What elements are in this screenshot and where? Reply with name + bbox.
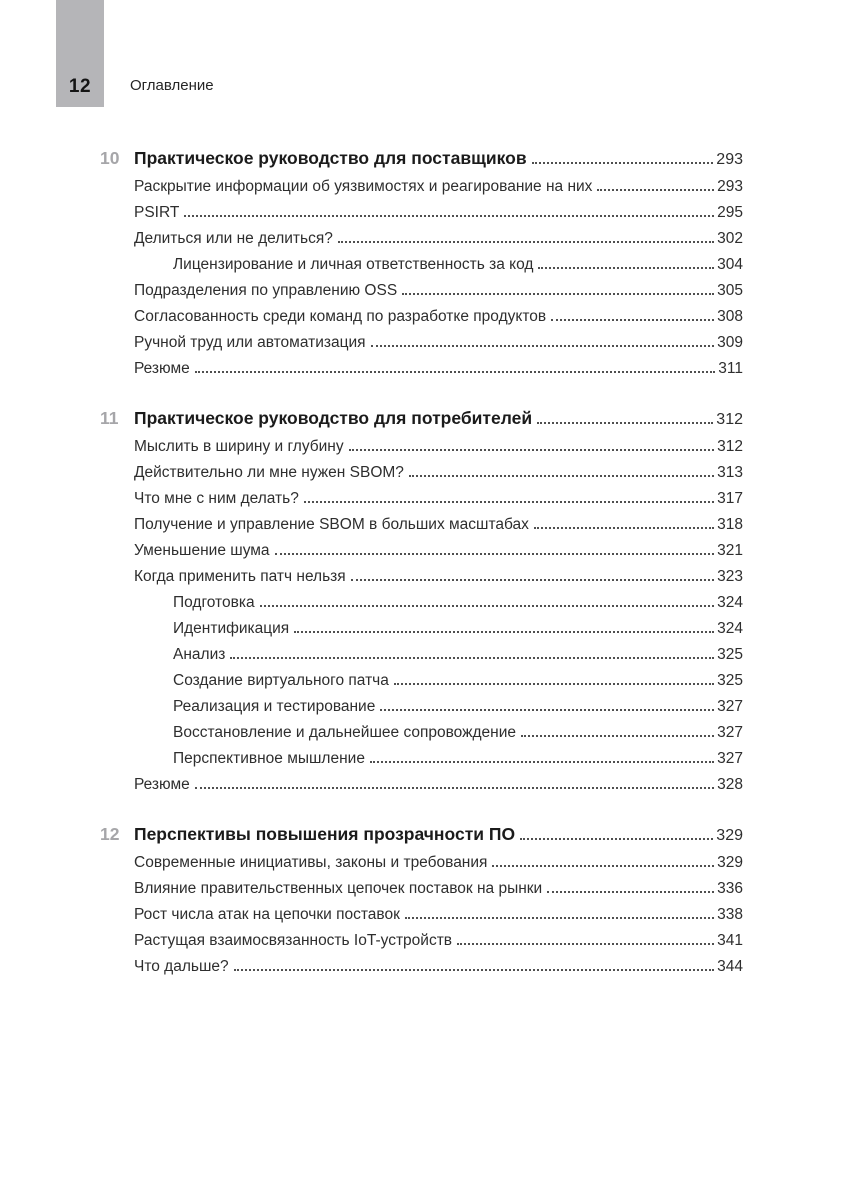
toc-page-number: 344: [717, 958, 743, 975]
toc-entry-title: PSIRT: [134, 204, 180, 221]
dot-leader: [338, 239, 714, 243]
toc-row: [100, 698, 743, 716]
toc-row: [100, 516, 743, 534]
toc-entry-title: Когда применить патч нельзя: [134, 568, 346, 585]
toc-row: [100, 776, 743, 794]
dot-leader: [230, 655, 714, 659]
toc-page-number: 325: [717, 672, 743, 689]
toc-row: [100, 724, 743, 742]
toc-entry-title: Восстановление и дальнейшее сопровождение: [173, 724, 516, 741]
toc-entry-title: Уменьшение шума: [134, 542, 270, 559]
toc-page-number: 312: [716, 411, 743, 428]
toc-page-number: 308: [717, 308, 743, 325]
toc-entry-title: Растущая взаимосвязанность IoT-устройств: [134, 932, 453, 949]
toc-row: [100, 334, 743, 352]
toc-page-number: 293: [716, 151, 743, 168]
dot-leader: [294, 629, 714, 633]
page-number-badge: [56, 0, 104, 107]
dot-leader: [547, 889, 714, 893]
toc-row: [100, 620, 743, 638]
dot-leader: [351, 577, 714, 581]
toc-page-number: 327: [717, 698, 743, 715]
dot-leader: [402, 291, 714, 295]
toc-page-number: 318: [717, 516, 743, 533]
toc-row: [100, 490, 743, 508]
toc-page-number: 302: [717, 230, 743, 247]
toc-page-number: 325: [717, 646, 743, 663]
dot-leader: [405, 915, 714, 919]
toc-row: [100, 594, 743, 612]
toc-page-number: 323: [717, 568, 743, 585]
toc-page-number: 324: [717, 594, 743, 611]
toc-page-number: 338: [717, 906, 743, 923]
toc-page-number: 312: [717, 438, 743, 455]
toc-page-number: 309: [717, 334, 743, 351]
toc-entry-title: Что мне с ним делать?: [134, 490, 299, 507]
dot-leader: [234, 967, 714, 971]
chapter-number: 10: [100, 148, 120, 168]
toc-page-number: 293: [717, 178, 743, 195]
toc-page-number: 313: [717, 464, 743, 481]
dot-leader: [597, 187, 714, 191]
toc-entry-title: Мыслить в ширину и глубину: [134, 438, 344, 455]
dot-leader: [349, 447, 715, 451]
toc-page-number: 327: [717, 724, 743, 741]
dot-leader: [275, 551, 715, 555]
toc-entry-title: Подразделения по управлению OSS: [134, 282, 398, 299]
toc-page-number: 295: [717, 204, 743, 221]
toc-page-number: 341: [717, 932, 743, 949]
dot-leader: [409, 473, 714, 477]
toc-page-number: 329: [717, 854, 743, 871]
toc-entry-title: Идентификация: [173, 620, 290, 637]
toc-row: [100, 568, 743, 586]
toc-page-number: 317: [717, 490, 743, 507]
toc-page-number: 327: [717, 750, 743, 767]
toc-entry-title: Резюме: [134, 360, 190, 377]
page-number: 12: [68, 76, 92, 97]
toc-row: [100, 230, 743, 248]
toc-entry-title: Делиться или не делиться?: [134, 230, 333, 247]
toc-page-number: 328: [717, 776, 743, 793]
toc-row: [100, 906, 743, 924]
toc-entry-title: Подготовка: [173, 594, 255, 611]
toc-entry-title: Практическое руководство для поставщиков: [134, 148, 527, 168]
toc-row: [100, 646, 743, 664]
toc-entry-title: Практическое руководство для потребителей: [134, 408, 533, 428]
toc-entry-title: Лицензирование и личная ответственность за код: [173, 256, 534, 273]
toc-entry-title: Получение и управление SBOM в больших масштабах: [134, 516, 529, 533]
toc-entry-title: Согласованность среди команд по разработке продуктов: [134, 308, 547, 325]
dot-leader: [195, 785, 714, 789]
toc-page-number: 324: [717, 620, 743, 637]
dot-leader: [370, 759, 714, 763]
toc-entry-title: Влияние правительственных цепочек поставок на рынки: [134, 880, 543, 897]
toc-row: [100, 750, 743, 768]
dot-leader: [371, 343, 715, 347]
toc-entry-title: Создание виртуального патча: [173, 672, 389, 689]
toc-chapter-row: [100, 148, 743, 170]
dot-leader: [260, 603, 715, 607]
dot-leader: [537, 420, 713, 424]
toc-page-number: 321: [717, 542, 743, 559]
toc-entry-title: Перспективы повышения прозрачности ПО: [134, 824, 516, 844]
toc-page-number: 304: [717, 256, 743, 273]
dot-leader: [532, 160, 714, 164]
dot-leader: [195, 369, 716, 373]
toc-chapter-row: [100, 824, 743, 846]
chapter-number: 12: [100, 824, 120, 844]
toc-row: [100, 880, 743, 898]
toc-entry-title: Современные инициативы, законы и требования: [134, 854, 488, 871]
dot-leader: [184, 213, 714, 217]
toc-row: [100, 672, 743, 690]
dot-leader: [520, 836, 713, 840]
toc-page-number: 305: [717, 282, 743, 299]
dot-leader: [304, 499, 714, 503]
dot-leader: [521, 733, 714, 737]
toc-entry-title: Резюме: [134, 776, 190, 793]
toc-row: [100, 854, 743, 872]
toc-row: [100, 256, 743, 274]
dot-leader: [551, 317, 714, 321]
toc-entry-title: Рост числа атак на цепочки поставок: [134, 906, 400, 923]
running-title: Оглавление: [130, 77, 214, 94]
toc-row: [100, 542, 743, 560]
dot-leader: [538, 265, 714, 269]
toc-entry-title: Что дальше?: [134, 958, 229, 975]
toc-row: [100, 932, 743, 950]
toc-row: [100, 464, 743, 482]
chapter-number: 11: [100, 408, 119, 428]
dot-leader: [380, 707, 714, 711]
toc-row: [100, 178, 743, 196]
toc-row: [100, 438, 743, 456]
toc-row: [100, 282, 743, 300]
toc-entry-title: Ручной труд или автоматизация: [134, 334, 366, 351]
toc-row: [100, 360, 743, 378]
toc-row: [100, 958, 743, 976]
toc-entry-title: Реализация и тестирование: [173, 698, 376, 715]
toc-entry-title: Раскрытие информации об уязвимостях и реагирование на них: [134, 178, 593, 195]
toc-page-number: 336: [717, 880, 743, 897]
toc-entry-title: Действительно ли мне нужен SBOM?: [134, 464, 404, 481]
dot-leader: [457, 941, 714, 945]
toc-page-number: 311: [718, 360, 743, 377]
toc-chapter-row: [100, 408, 743, 430]
dot-leader: [492, 863, 714, 867]
toc-page-number: 329: [716, 827, 743, 844]
dot-leader: [394, 681, 714, 685]
toc-row: [100, 204, 743, 222]
dot-leader: [534, 525, 714, 529]
toc-list: [100, 148, 743, 976]
toc-row: [100, 308, 743, 326]
toc-entry-title: Анализ: [173, 646, 226, 663]
toc-entry-title: Перспективное мышление: [173, 750, 365, 767]
